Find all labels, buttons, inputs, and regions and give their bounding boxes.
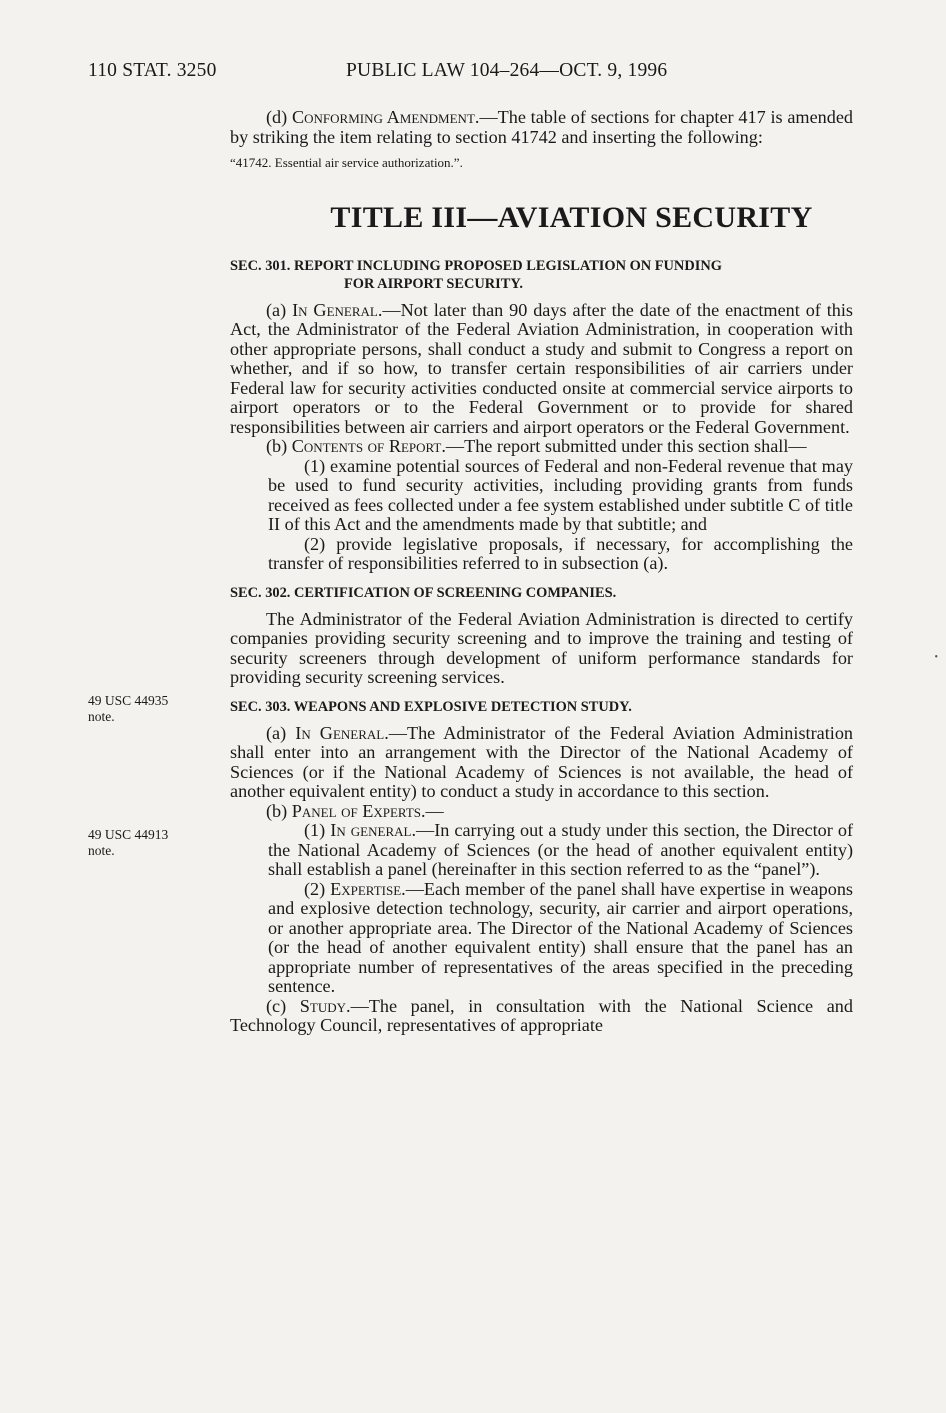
section-301-subsection-b: (b) Contents of Report.—The report submitted under this section shall— [266, 436, 807, 456]
title-heading: TITLE III—AVIATION SECURITY [330, 200, 813, 234]
section-301-subsection-a: (a) In General.—Not later than 90 days after the date of the enactment of this Act, the Administrator of the Federal Aviation Administration, in cooperation with other appropriate persons, shall conduct a study and submit to Congress a report on whether, and if so how, to transfer certain responsibilities of air carriers under Federal law for security activities conducted onsite at commercial service airports to airport operators or to the Federal Government or to provide for shared responsibilities between air carriers and airport operators or the Federal Government. [230, 299, 854, 437]
section-303-subsection-a: (a) In General.—The Administrator of the Federal Aviation Administration shall enter into an arrangement with the Director of the National Academy of Sciences (or if the National Academy of Sciences is not available, the head of another equivalent entity) to conduct a study in accordance to this section. [230, 722, 854, 801]
margin-note-sec303: 49 USC 44913 note. [88, 827, 169, 858]
section-303-paragraph-1: (1) In general.—In carrying out a study under this section, the Director of the National Academy of Sciences (or the head of another equivalent entity) shall establish a panel (hereinafter in this section referred to as the “panel”). [268, 820, 854, 879]
statute-page-number: 110 STAT. 3250 [88, 60, 217, 81]
section-303-subsection-b: (b) Panel of Experts.— [266, 800, 444, 821]
margin-note-sec302: 49 USC 44935 note. [88, 693, 169, 724]
section-301-paragraph-1: (1) examine potential sources of Federal and non-Federal revenue that may be used to fund security activities, including providing grants from funds received as fees collected under a fee system established under subtitle C of title II of this Act and the amendments made by that subtitle; and [268, 455, 853, 534]
section-302-text: The Administrator of the Federal Aviation Administration is directed to certify companies providing security screening and to improve the training and testing of security screeners through development of uniform performance standards for providing security screening services. [230, 608, 853, 687]
section-302-heading: SEC. 302. CERTIFICATION OF SCREENING COMPANIES. [230, 584, 617, 601]
section-301-paragraph-2: (2) provide legislative proposals, if necessary, for accomplishing the transfer of responsibilities referred to in subsection (a). [268, 533, 853, 573]
public-law-citation: PUBLIC LAW 104–264—OCT. 9, 1996 [346, 60, 668, 81]
section-303-paragraph-2: (2) Expertise.—Each member of the panel shall have expertise in weapons and explosive detection technology, security, air carrier and airport operations, or another appropriate area. The Director of the National Academy of Sciences (or the head of another equivalent entity) shall ensure that the panel has an appropriate number of representatives of the areas specified in the preceding sentence. [268, 878, 853, 996]
section-303-subsection-c: (c) Study.—The panel, in consultation with the National Science and Technology Council, representatives of appropriate [230, 995, 853, 1035]
conforming-amendment-paragraph: (d) Conforming Amendment.—The table of sections for chapter 417 is amended by striking the item relating to section 41742 and inserting the following: [230, 107, 853, 147]
table-of-sections-item: “41742. Essential air service authorization.”. [230, 155, 463, 170]
main-text-column [230, 108, 853, 1036]
stray-mark: • [934, 652, 938, 663]
section-303-heading: SEC. 303. WEAPONS AND EXPLOSIVE DETECTION STUDY. [230, 698, 632, 715]
section-301-heading: SEC. 301. REPORT INCLUDING PROPOSED LEGISLATION ON FUNDING FOR AIRPORT SECURITY. [230, 257, 722, 292]
